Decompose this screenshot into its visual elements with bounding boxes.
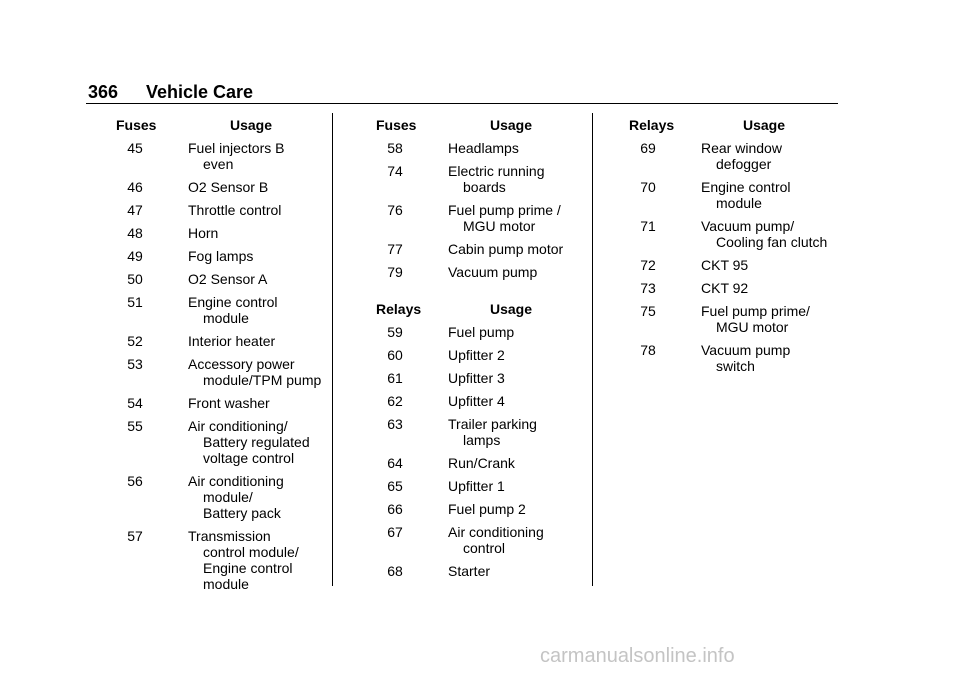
fuse-number: 51 (127, 294, 143, 310)
fuse-usage (188, 528, 328, 592)
fuse-usage (188, 179, 328, 195)
table-header-id: Relays (629, 117, 675, 133)
fuse-number: 45 (127, 140, 143, 156)
usage-line: Cooling fan clutch (716, 234, 828, 250)
table-header-id: Relays (376, 301, 422, 317)
usage-line: Fuel pump prime/ (701, 303, 810, 319)
usage-line: Horn (188, 225, 219, 241)
usage-line: control module/ (203, 544, 299, 560)
fuse-number: 60 (387, 347, 403, 363)
fuse-usage (701, 140, 841, 172)
fuse-number: 52 (127, 333, 143, 349)
fuse-usage (448, 393, 588, 409)
usage-line: Starter (448, 563, 491, 579)
watermark: carmanualsonline.info (540, 645, 735, 667)
usage-line: Fuel pump (448, 324, 515, 340)
fuse-usage (448, 563, 588, 579)
fuse-number: 56 (127, 473, 143, 489)
fuse-usage (448, 202, 588, 234)
fuse-usage (448, 524, 588, 556)
fuse-usage (448, 347, 588, 363)
usage-line: Vacuum pump (448, 264, 538, 280)
table-header-usage: Usage (490, 301, 533, 317)
usage-line: Trailer parking (448, 416, 537, 432)
usage-line: Front washer (188, 395, 270, 411)
fuse-usage (701, 257, 841, 273)
usage-line: module/ (203, 489, 253, 505)
fuse-usage (448, 163, 588, 195)
fuse-number: 48 (127, 225, 143, 241)
fuse-usage (701, 303, 841, 335)
fuse-number: 65 (387, 478, 403, 494)
fuse-usage (188, 418, 328, 466)
fuse-number: 58 (387, 140, 403, 156)
usage-line: Vacuum pump (701, 342, 791, 358)
fuse-number: 57 (127, 528, 143, 544)
table-header-id: Fuses (116, 117, 157, 133)
fuse-number: 78 (640, 342, 656, 358)
usage-line: Upfitter 4 (448, 393, 505, 409)
usage-line: Cabin pump motor (448, 241, 564, 257)
fuse-usage (188, 356, 328, 388)
usage-line: Rear window (701, 140, 782, 156)
usage-line: control (463, 540, 506, 556)
usage-line: Transmission (188, 528, 271, 544)
fuse-usage (188, 140, 328, 172)
fuse-usage (188, 294, 328, 326)
usage-line: Air conditioning (448, 524, 544, 540)
usage-line: Interior heater (188, 333, 276, 349)
usage-line: O2 Sensor A (188, 271, 268, 287)
usage-line: Fuel pump 2 (448, 501, 526, 517)
fuse-number: 46 (127, 179, 143, 195)
fuse-usage (701, 179, 841, 211)
usage-line: Accessory power (188, 356, 295, 372)
usage-line: even (203, 156, 234, 172)
usage-line: Fuel injectors B (188, 140, 285, 156)
usage-line: Electric running (448, 163, 545, 179)
usage-line: Vacuum pump/ (701, 218, 795, 234)
fuse-number: 53 (127, 356, 143, 372)
usage-line: Headlamps (448, 140, 519, 156)
table-header-usage: Usage (490, 117, 533, 133)
usage-line: voltage control (203, 450, 295, 466)
usage-line: module (203, 310, 249, 326)
table-header-usage: Usage (743, 117, 786, 133)
fuse-usage (701, 218, 841, 250)
fuse-number: 77 (387, 241, 403, 257)
fuse-number: 79 (387, 264, 403, 280)
fuse-usage (188, 473, 328, 521)
column-divider (332, 113, 333, 586)
usage-line: Upfitter 1 (448, 478, 505, 494)
usage-line: switch (716, 358, 755, 374)
fuse-number: 67 (387, 524, 403, 540)
usage-line: lamps (463, 432, 501, 448)
header-rule (86, 103, 838, 104)
usage-line: Engine control (203, 560, 293, 576)
fuse-number: 49 (127, 248, 143, 264)
usage-line: module (716, 195, 762, 211)
table-header-id: Fuses (376, 117, 417, 133)
fuse-usage (188, 271, 328, 287)
fuse-usage (188, 248, 328, 264)
usage-line: Fog lamps (188, 248, 254, 264)
page-number: 366 (88, 82, 119, 102)
usage-line: Air conditioning/ (188, 418, 288, 434)
usage-line: module (203, 576, 249, 592)
fuse-number: 66 (387, 501, 403, 517)
fuse-number: 75 (640, 303, 656, 319)
section-title: Vehicle Care (146, 82, 254, 102)
fuse-number: 47 (127, 202, 143, 218)
column-divider (592, 113, 593, 586)
fuse-usage (448, 455, 588, 471)
usage-line: Air conditioning (188, 473, 284, 489)
fuse-number: 64 (387, 455, 403, 471)
fuse-number: 59 (387, 324, 403, 340)
fuse-number: 61 (387, 370, 403, 386)
fuse-usage (448, 370, 588, 386)
fuse-number: 62 (387, 393, 403, 409)
fuse-usage (448, 241, 588, 257)
fuse-usage (448, 324, 588, 340)
usage-line: MGU motor (463, 218, 536, 234)
usage-line: Run/Crank (448, 455, 515, 471)
fuse-number: 50 (127, 271, 143, 287)
fuse-usage (448, 140, 588, 156)
usage-line: Throttle control (188, 202, 282, 218)
usage-line: module/TPM pump (203, 372, 322, 388)
usage-line: Battery regulated (203, 434, 310, 450)
usage-line: Upfitter 2 (448, 347, 505, 363)
usage-line: CKT 92 (701, 280, 749, 296)
fuse-number: 76 (387, 202, 403, 218)
usage-line: Engine control (701, 179, 791, 195)
fuse-number: 63 (387, 416, 403, 432)
usage-line: Battery pack (203, 505, 281, 521)
fuse-number: 55 (127, 418, 143, 434)
fuse-usage (188, 225, 328, 241)
usage-line: defogger (716, 156, 772, 172)
fuse-number: 68 (387, 563, 403, 579)
usage-line: Fuel pump prime / (448, 202, 561, 218)
usage-line: O2 Sensor B (188, 179, 269, 195)
fuse-number: 70 (640, 179, 656, 195)
fuse-usage (448, 416, 588, 448)
fuse-usage (188, 202, 328, 218)
usage-line: Upfitter 3 (448, 370, 505, 386)
fuse-number: 73 (640, 280, 656, 296)
fuse-number: 71 (640, 218, 656, 234)
fuse-number: 72 (640, 257, 656, 273)
fuse-usage (448, 478, 588, 494)
fuse-usage (188, 395, 328, 411)
table-header-usage: Usage (230, 117, 273, 133)
fuse-usage (448, 264, 588, 280)
usage-line: CKT 95 (701, 257, 749, 273)
usage-line: MGU motor (716, 319, 789, 335)
usage-line: Engine control (188, 294, 278, 310)
fuse-number: 54 (127, 395, 143, 411)
fuse-number: 74 (387, 163, 403, 179)
fuse-number: 69 (640, 140, 656, 156)
fuse-usage (701, 342, 841, 374)
fuse-usage (448, 501, 588, 517)
fuse-usage (701, 280, 841, 296)
usage-line: boards (463, 179, 506, 195)
fuse-usage (188, 333, 328, 349)
